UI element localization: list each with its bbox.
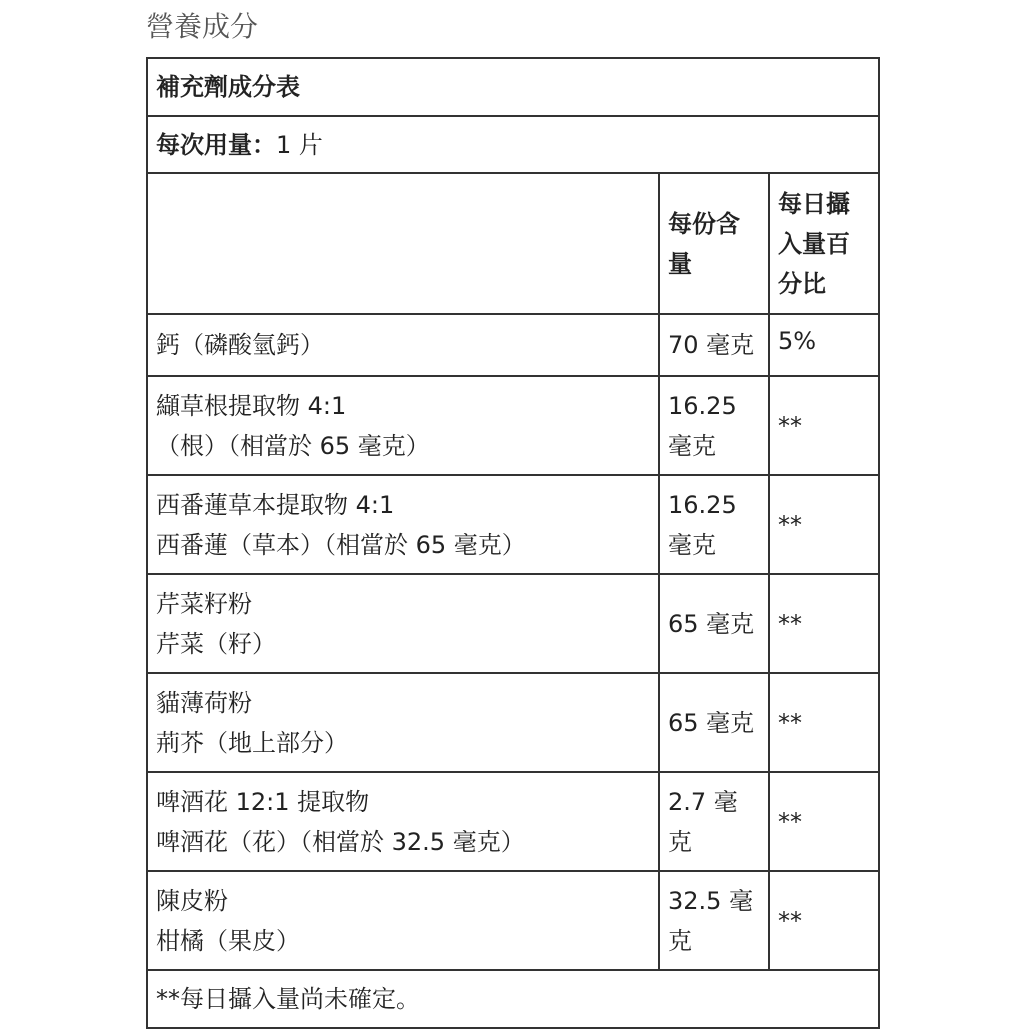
ingredient-name: 貓薄荷粉 荊芥（地上部分） bbox=[147, 673, 659, 772]
table-row bbox=[147, 673, 879, 772]
ingredient-amount: 16.25 毫克 bbox=[659, 475, 769, 574]
ingredient-daily-value: ** bbox=[769, 574, 879, 673]
ingredient-daily-value: 5% bbox=[769, 314, 879, 376]
ingredient-amount: 65 毫克 bbox=[659, 673, 769, 772]
ingredient-amount: 32.5 毫 克 bbox=[659, 871, 769, 970]
ingredient-name: 纈草根提取物 4:1 （根）（相當於 65 毫克） bbox=[147, 376, 659, 475]
table-row bbox=[147, 772, 879, 871]
ingredient-daily-value: ** bbox=[769, 772, 879, 871]
header-blank-cell bbox=[147, 173, 659, 314]
serving-size bbox=[147, 116, 879, 173]
ingredient-daily-value: ** bbox=[769, 475, 879, 574]
footnote-row bbox=[147, 970, 879, 1028]
ingredient-amount: 70 毫克 bbox=[659, 314, 769, 376]
ingredient-name: 芹菜籽粉 芹菜（籽） bbox=[147, 574, 659, 673]
ingredient-daily-value: ** bbox=[769, 376, 879, 475]
table-title: 補充劑成分表 bbox=[147, 58, 879, 116]
header-daily-value: 每日攝 入量百 分比 bbox=[769, 173, 879, 314]
table-row bbox=[147, 376, 879, 475]
table-row bbox=[147, 871, 879, 970]
ingredient-daily-value: ** bbox=[769, 871, 879, 970]
ingredient-name: 西番蓮草本提取物 4:1 西番蓮（草本）（相當於 65 毫克） bbox=[147, 475, 659, 574]
serving-size-label: 每次用量： bbox=[156, 130, 276, 159]
serving-size-value: 1 片 bbox=[276, 130, 323, 159]
footnote: **每日攝入量尚未確定。 bbox=[147, 970, 879, 1028]
ingredient-daily-value: ** bbox=[769, 673, 879, 772]
table-row bbox=[147, 314, 879, 376]
ingredient-name: 啤酒花 12:1 提取物 啤酒花（花）（相當於 32.5 毫克） bbox=[147, 772, 659, 871]
ingredient-amount: 65 毫克 bbox=[659, 574, 769, 673]
table-row bbox=[147, 475, 879, 574]
ingredient-amount: 2.7 毫 克 bbox=[659, 772, 769, 871]
ingredient-amount: 16.25 毫克 bbox=[659, 376, 769, 475]
section-title: 營養成分 bbox=[146, 10, 259, 43]
table-row bbox=[147, 574, 879, 673]
header-amount-per-serving: 每份含 量 bbox=[659, 173, 769, 314]
serving-size-row bbox=[147, 116, 879, 173]
table-title-row bbox=[147, 58, 879, 116]
ingredient-name: 陳皮粉 柑橘（果皮） bbox=[147, 871, 659, 970]
column-header-row bbox=[147, 173, 879, 314]
ingredient-name: 鈣（磷酸氫鈣） bbox=[147, 314, 659, 376]
supplement-facts-table bbox=[146, 57, 880, 1029]
